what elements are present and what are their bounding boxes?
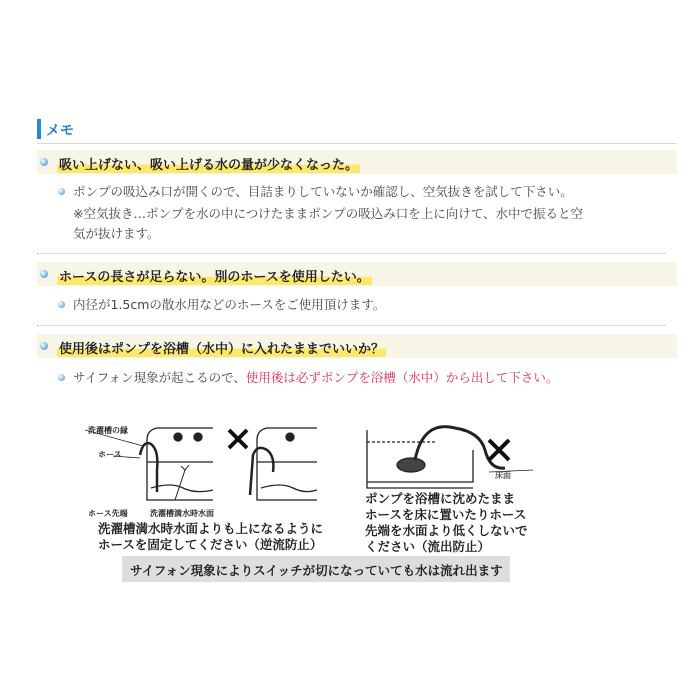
answer-warning-text: 使用後は必ずポンプを浴槽（水中）から出して下さい。 [245,370,559,385]
washer-wrong-drawing [250,428,317,500]
divider [37,325,665,326]
label-hose-tip: ホース先端 [88,509,128,518]
banner-text: サイフォン現象によりスイッチが切になっていても水は流れ出ます [130,563,503,578]
memo-header [37,119,677,144]
answer-line: 内径が1.5cmの散水用などのホースをご使用頂けます。 [73,297,386,312]
bullet-icon [40,270,48,278]
question-text: ホースの長さが足らない。別のホースを使用したい。 [57,266,372,285]
washer-correct-drawing [85,428,213,500]
label-floor: 床面 [495,471,511,480]
caption-left-line: ホースを固定してください（逆流防止） [98,537,323,552]
label-full-level: 洗濯槽満水時水面 [150,509,214,518]
label-rim: 洗濯槽の縁 [88,426,128,435]
bullet-icon [58,188,65,195]
question-row-2 [37,262,677,286]
caption-right-line: 先端を水面より低くしないで [365,523,528,538]
bullet-icon [40,158,48,166]
question-row-1 [37,150,677,174]
memo-accent-bar [37,119,41,139]
caption-right-line: ください（流出防止） [365,539,491,554]
answer-line: ※空気抜き…ポンプを水の中につけたままポンプの吸込み口を上に向けて、水中で振ると空 [73,206,583,221]
caption-right-line: ホースを床に置いたりホース [365,507,527,522]
answer-line: 気が抜けます。 [73,226,160,241]
bullet-icon [58,374,65,381]
answer-line: ポンプの吸込み口が開くので、目詰まりしていないか確認し、空気抜きを試して下さい。 [73,184,573,199]
question-row-3 [37,334,677,358]
question-text: 吸い上げない、吸い上げる水の量が少なくなった。 [57,154,360,173]
answer-normal-text: サイフォン現象が起こるので、 [73,370,246,385]
x-mark-icon [229,430,247,448]
bullet-icon [40,342,48,350]
bullet-icon [58,301,65,308]
caption-left-line: 洗濯槽満水時水面よりも上になるように [98,521,324,536]
siphon-warning-banner [122,556,510,582]
answer-line [73,368,558,387]
memo-title: メモ [46,123,74,139]
x-mark-icon [489,440,509,460]
caption-right-line: ポンプを浴槽に沈めたまま [365,491,516,506]
divider [37,253,665,254]
label-hose: ホース [98,450,122,459]
question-text: 使用後はポンプを浴槽（水中）に入れたままでいいか？ [57,338,386,357]
